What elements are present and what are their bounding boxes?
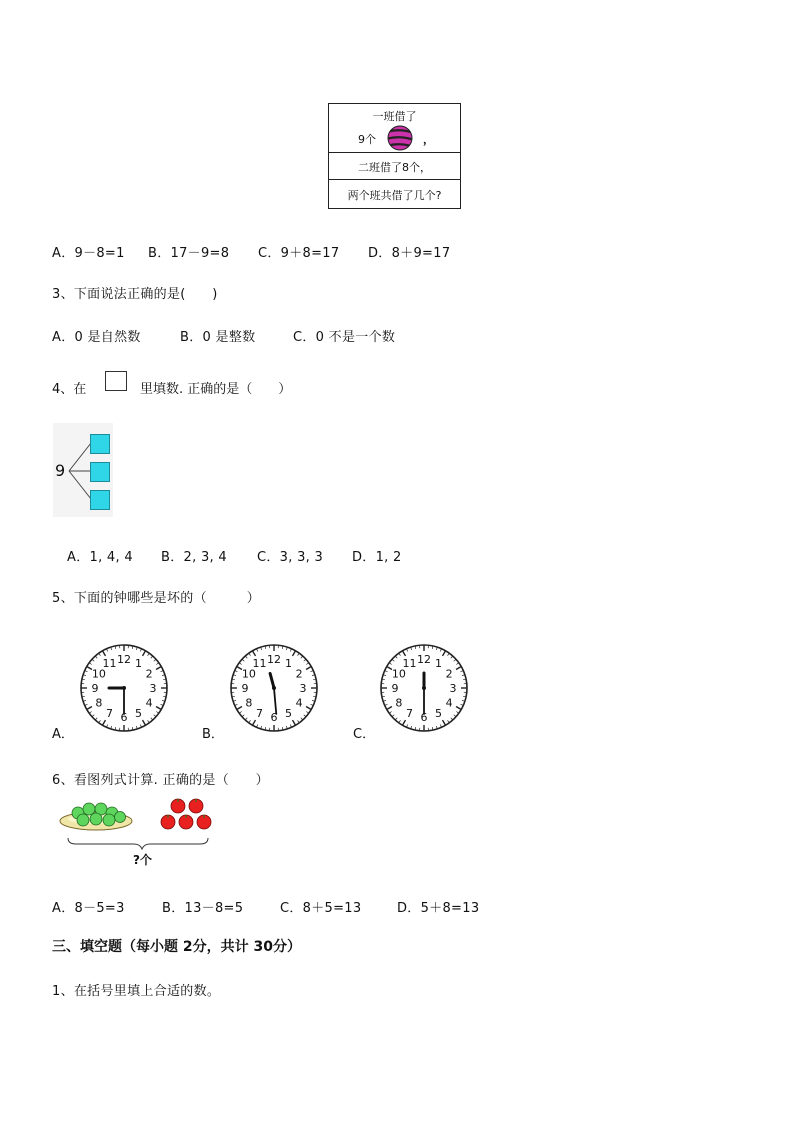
option-c[interactable]: C．9＋8=17 bbox=[258, 246, 340, 261]
clock-number: 7 bbox=[406, 707, 413, 721]
box-comma: ， bbox=[423, 133, 434, 146]
q6-options bbox=[52, 897, 479, 916]
clock-number: 6 bbox=[420, 711, 428, 724]
clock-number: 1 bbox=[285, 656, 292, 670]
clock-number: 4 bbox=[295, 696, 303, 710]
q3-options bbox=[52, 326, 395, 345]
clock-number: 6 bbox=[120, 711, 128, 724]
clock-number: 11 bbox=[102, 656, 117, 670]
q4-options bbox=[67, 546, 402, 565]
clock-a bbox=[78, 642, 170, 734]
clock-number: 10 bbox=[91, 667, 106, 681]
box-count: 9个 bbox=[358, 133, 376, 146]
option-b[interactable]: B．2, 3, 4 bbox=[161, 550, 227, 565]
clock-number: 1 bbox=[135, 656, 142, 670]
option-d[interactable]: D．1, 2 bbox=[352, 550, 402, 565]
word-problem-box bbox=[328, 103, 461, 209]
clock-c bbox=[378, 642, 470, 734]
option-a[interactable]: A．8－5=3 bbox=[52, 901, 125, 916]
option-a[interactable]: A．9－8=1 bbox=[52, 246, 125, 261]
bond-total: 9 bbox=[55, 461, 66, 480]
clock-b bbox=[228, 642, 320, 734]
clock-number: 9 bbox=[241, 682, 249, 695]
clock-number: 4 bbox=[445, 696, 453, 710]
clock-number: 10 bbox=[241, 667, 256, 681]
clock-number: 8 bbox=[395, 696, 403, 710]
fill-q1-stem: 1、在括号里填上合适的数。 bbox=[52, 984, 221, 999]
clock-number: 2 bbox=[295, 667, 303, 681]
box-line-2: 二班借了8个， bbox=[358, 161, 431, 174]
clock-number: 3 bbox=[449, 682, 457, 695]
option-b[interactable]: B．0 是整数 bbox=[180, 330, 256, 345]
clock-number: 11 bbox=[402, 656, 417, 670]
clock-number: 5 bbox=[135, 707, 142, 721]
option-b[interactable]: B．13－8=5 bbox=[162, 901, 244, 916]
clock-number: 6 bbox=[270, 711, 278, 724]
option-a[interactable]: A． bbox=[52, 727, 74, 742]
clock-number: 8 bbox=[245, 696, 253, 710]
q4-stem-suffix: 里填数. 正确的是（ ） bbox=[140, 382, 292, 397]
clock-number: 7 bbox=[106, 707, 113, 721]
option-b[interactable]: B． bbox=[202, 727, 224, 742]
clock-number: 4 bbox=[145, 696, 153, 710]
clock-center bbox=[422, 686, 426, 690]
bond-square-3 bbox=[90, 490, 110, 510]
clock-number: 7 bbox=[256, 707, 263, 721]
clock-number: 3 bbox=[149, 682, 157, 695]
option-d[interactable]: D．5＋8=13 bbox=[397, 901, 480, 916]
option-d[interactable]: D．8＋9=17 bbox=[368, 246, 451, 261]
bond-square-2 bbox=[90, 462, 110, 482]
clock-number: 2 bbox=[445, 667, 453, 681]
box-line-3: 两个班共借了几个? bbox=[347, 189, 442, 202]
clock-number: 9 bbox=[391, 682, 399, 695]
clock-number: 5 bbox=[285, 707, 292, 721]
clock-number: 3 bbox=[299, 682, 307, 695]
clock-number: 9 bbox=[91, 682, 99, 695]
option-c[interactable]: C．8＋5=13 bbox=[280, 901, 362, 916]
box-line-1: 一班借了 bbox=[372, 110, 417, 123]
clock-center bbox=[272, 686, 276, 690]
clock-number: 12 bbox=[117, 653, 131, 666]
clock-number: 1 bbox=[435, 656, 442, 670]
option-a[interactable]: A．0 是自然数 bbox=[52, 330, 141, 345]
clock-number: 12 bbox=[267, 653, 281, 666]
option-c[interactable]: C． bbox=[353, 727, 376, 742]
ball-icon bbox=[386, 124, 414, 152]
section-title: 三、填空题（每小题 2分，共计 30分） bbox=[52, 939, 301, 955]
clock-number: 11 bbox=[252, 656, 267, 670]
option-a[interactable]: A．1, 4, 4 bbox=[67, 550, 133, 565]
clock-center bbox=[122, 686, 126, 690]
q4-stem-prefix: 4、在 bbox=[52, 382, 87, 397]
clock-number: 2 bbox=[145, 667, 153, 681]
q5-stem: 5、下面的钟哪些是坏的（ ） bbox=[52, 591, 261, 606]
option-b[interactable]: B．17－9=8 bbox=[148, 246, 230, 261]
tomatoes-icon bbox=[161, 799, 211, 829]
clock-number: 12 bbox=[417, 653, 431, 666]
clock-number: 8 bbox=[95, 696, 103, 710]
bond-square-1 bbox=[90, 434, 110, 454]
clock-number: 5 bbox=[435, 707, 442, 721]
clock-number: 10 bbox=[391, 667, 406, 681]
problem-options bbox=[52, 242, 450, 261]
box-divider bbox=[329, 179, 460, 180]
q3-stem: 3、下面说法正确的是( ) bbox=[52, 287, 218, 302]
q6-stem: 6、看图列式计算. 正确的是（ ） bbox=[52, 773, 269, 788]
option-c[interactable]: C．3, 3, 3 bbox=[257, 550, 324, 565]
option-c[interactable]: C．0 不是一个数 bbox=[293, 330, 396, 345]
number-bond-diagram bbox=[53, 423, 113, 517]
box-divider bbox=[329, 152, 460, 153]
blank-box-icon bbox=[105, 371, 127, 391]
total-label: ?个 bbox=[133, 853, 152, 867]
